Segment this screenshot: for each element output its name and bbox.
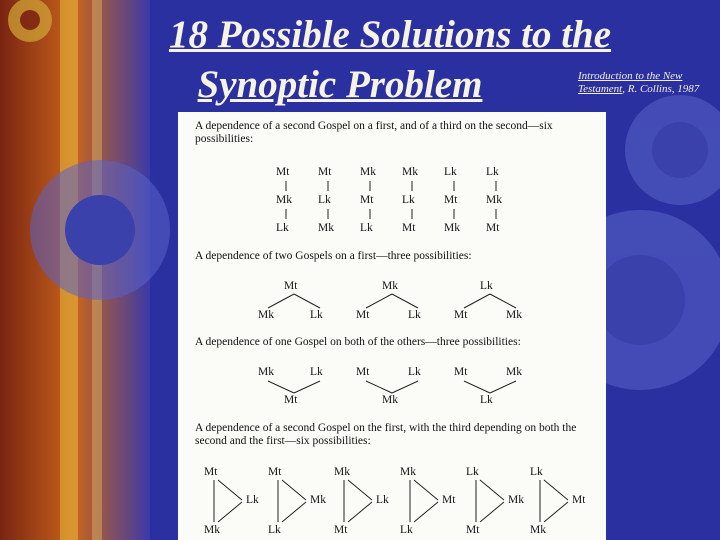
dependence-connector <box>544 480 568 500</box>
chain-bottom-label: Mk <box>318 222 334 234</box>
dependence-connector <box>414 502 438 522</box>
first-gospel-label: Mt <box>204 466 218 478</box>
section-1-text: A dependence of a second Gospel on a first, and of a third on the second—six possibilities: <box>195 120 553 145</box>
source-gospel-label: Lk <box>408 366 421 378</box>
dependence-connector <box>282 480 306 500</box>
source-gospel-label: Lk <box>310 366 323 378</box>
dependent-gospel-label: Mt <box>284 394 298 406</box>
dependence-connector <box>366 381 392 393</box>
chain-top-label: Mt <box>276 166 290 178</box>
first-gospel-label: Mk <box>400 466 416 478</box>
third-gospel-label: Lk <box>268 524 281 536</box>
chain-top-label: Lk <box>486 166 499 178</box>
chain-top-label: Mk <box>402 166 418 178</box>
source-gospel-label: Mk <box>382 280 398 292</box>
dependence-connector <box>392 294 418 308</box>
dependent-gospel-label: Mt <box>454 309 468 321</box>
dependent-gospel-label: Lk <box>480 394 493 406</box>
chain-middle-label: Mt <box>360 194 374 206</box>
citation-author-year: , R. Collins, 1987 <box>622 83 700 95</box>
chain-middle-label: Mk <box>276 194 292 206</box>
dependence-connector <box>490 294 516 308</box>
chain-bottom-label: Mt <box>486 222 500 234</box>
dependence-connector <box>544 502 568 522</box>
chain-bottom-label: Lk <box>360 222 373 234</box>
source-gospel-label: Mk <box>258 366 274 378</box>
dependence-connector <box>218 480 242 500</box>
chain-middle-label: Lk <box>318 194 331 206</box>
second-gospel-label: Mt <box>572 494 586 506</box>
third-gospel-label: Mt <box>334 524 348 536</box>
second-gospel-label: Lk <box>376 494 389 506</box>
dependent-gospel-label: Mk <box>382 394 398 406</box>
dependence-connector <box>392 381 418 393</box>
citation-book-title: Introduction to the New Testament <box>578 70 683 95</box>
third-gospel-label: Mt <box>466 524 480 536</box>
dependence-connector <box>480 502 504 522</box>
chain-bottom-label: Mk <box>444 222 460 234</box>
second-gospel-label: Lk <box>246 494 259 506</box>
dependent-gospel-label: Mk <box>506 309 522 321</box>
dependence-connector <box>464 294 490 308</box>
dependence-connector <box>464 381 490 393</box>
dependence-connector <box>294 294 320 308</box>
source-gospel-label: Mt <box>284 280 298 292</box>
third-gospel-label: Mk <box>530 524 546 536</box>
first-gospel-label: Mk <box>334 466 350 478</box>
dependence-connector <box>480 480 504 500</box>
source-gospel-label: Mt <box>454 366 468 378</box>
dependence-connector <box>282 502 306 522</box>
slide-title-line-2: Synoptic Problem <box>197 63 483 106</box>
chain-middle-label: Mt <box>444 194 458 206</box>
dependent-gospel-label: Mt <box>356 309 370 321</box>
slide-title-line-1: 18 Possible Solutions to the <box>168 13 612 56</box>
first-gospel-label: Lk <box>466 466 479 478</box>
chain-bottom-label: Mt <box>402 222 416 234</box>
second-gospel-label: Mt <box>442 494 456 506</box>
chain-top-label: Lk <box>444 166 457 178</box>
dependence-connector <box>294 381 320 393</box>
third-gospel-label: Lk <box>400 524 413 536</box>
section-3-text: A dependence of one Gospel on both of the others—three possibilities: <box>195 336 521 348</box>
dependence-connector <box>414 480 438 500</box>
first-gospel-label: Lk <box>530 466 543 478</box>
first-gospel-label: Mt <box>268 466 282 478</box>
section-4-text: A dependence of a second Gospel on the first, with the third depending on both the second and the first—six possibilities: <box>195 422 577 447</box>
source-gospel-label: Mt <box>356 366 370 378</box>
citation <box>578 70 718 96</box>
dependent-gospel-label: Lk <box>408 309 421 321</box>
dependent-gospel-label: Mk <box>258 309 274 321</box>
third-gospel-label: Mk <box>204 524 220 536</box>
dependence-connector <box>268 294 294 308</box>
dependent-gospel-label: Lk <box>310 309 323 321</box>
dependence-connector <box>218 502 242 522</box>
second-gospel-label: Mk <box>508 494 524 506</box>
chain-bottom-label: Lk <box>276 222 289 234</box>
section-2-text: A dependence of two Gospels on a first—three possibilities: <box>195 250 472 262</box>
dependence-connector <box>348 480 372 500</box>
source-gospel-label: Mk <box>506 366 522 378</box>
dependence-connector <box>268 381 294 393</box>
chain-top-label: Mk <box>360 166 376 178</box>
dependence-connector <box>366 294 392 308</box>
second-gospel-label: Mk <box>310 494 326 506</box>
dependence-connector <box>490 381 516 393</box>
chain-middle-label: Mk <box>486 194 502 206</box>
chain-middle-label: Lk <box>402 194 415 206</box>
source-gospel-label: Lk <box>480 280 493 292</box>
dependence-connector <box>348 502 372 522</box>
synoptic-figure-scan <box>178 112 606 540</box>
chain-top-label: Mt <box>318 166 332 178</box>
